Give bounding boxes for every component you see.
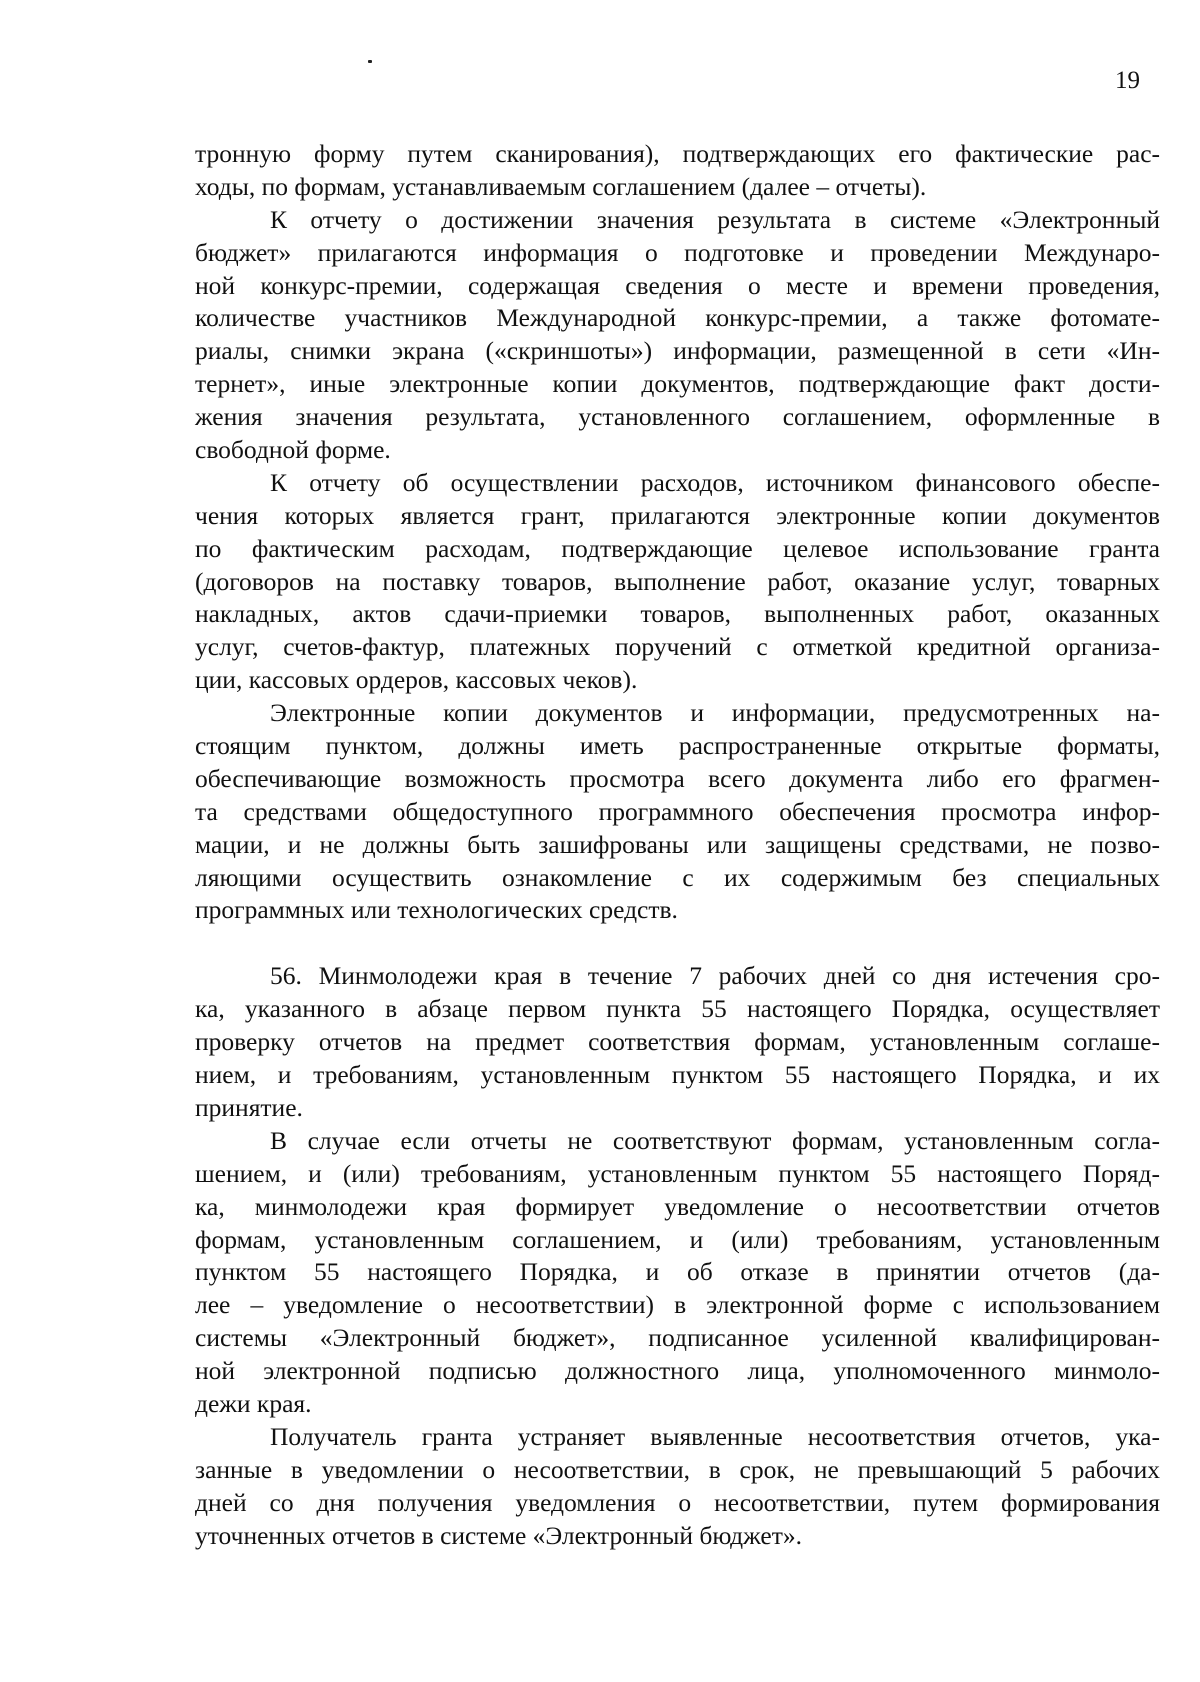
text-line: стоящим пунктом, должны иметь распространенные открытые форматы, — [195, 731, 1160, 761]
page-number: 19 — [1115, 67, 1140, 94]
text-line: К отчету о достижении значения результата в системе «Электронный — [270, 204, 1160, 234]
text-line: по фактическим расходам, подтверждающие целевое использование гранта — [195, 533, 1160, 563]
text-line: количестве участников Международной конкурс-премии, а также фотомате- — [195, 303, 1160, 333]
text-line: риалы, снимки экрана («скриншоты») информации, размещенной в сети «Ин- — [195, 336, 1160, 366]
text-line: К отчету об осуществлении расходов, источником финансового обеспе- — [270, 467, 1160, 497]
text-line: тернет», иные электронные копии документов, подтверждающие факт дости- — [195, 369, 1160, 399]
text-line: та средствами общедоступного программного обеспечения просмотра инфор- — [195, 796, 1160, 826]
text-line: дежи края. — [195, 1388, 312, 1418]
text-line: ходы, по формам, устанавливаемым соглашением (далее – отчеты). — [195, 171, 927, 201]
text-line: Получатель гранта устраняет выявленные несоответствия отчетов, ука- — [270, 1421, 1160, 1451]
text-line: программных или технологических средств. — [195, 895, 678, 925]
text-line: нием, и требованиям, установленным пунктом 55 настоящего Порядка, и их — [195, 1060, 1160, 1090]
text-line: обеспечивающие возможность просмотра всего документа либо его фрагмен- — [195, 763, 1160, 793]
paragraph — [195, 138, 1160, 204]
text-line: ка, указанного в абзаце первом пункта 55 настоящего Порядка, осуществляет — [195, 994, 1160, 1024]
text-line: дней со дня получения уведомления о несоответствии, путем формирования — [195, 1487, 1160, 1517]
text-line: 56. Минмолодежи края в течение 7 рабочих дней со дня истечения сро- — [270, 961, 1160, 991]
text-line: ляющими осуществить ознакомление с их содержимым без специальных — [195, 862, 1160, 892]
text-line: системы «Электронный бюджет», подписанное усиленной квалифицирован- — [195, 1323, 1160, 1353]
text-line: тронную форму путем сканирования), подтверждающих его фактические рас- — [195, 139, 1160, 168]
paragraph — [195, 1125, 1160, 1421]
text-line: свободной форме. — [195, 435, 391, 465]
text-line: В случае если отчеты не соответствуют формам, установленным согла- — [270, 1125, 1160, 1155]
text-line: бюджет» прилагаются информация о подготовке и проведении Междунаро- — [195, 237, 1160, 267]
text-line: уточненных отчетов в системе «Электронный бюджет». — [195, 1520, 802, 1550]
document-body — [195, 138, 1160, 1552]
paragraph — [195, 697, 1160, 927]
text-line: ной конкурс-премии, содержащая сведения о месте и времени проведения, — [195, 270, 1160, 300]
text-line: ции, кассовых ордеров, кассовых чеков). — [195, 665, 638, 695]
text-line: лее – уведомление о несоответствии) в электронной форме с использованием — [195, 1290, 1160, 1320]
text-line: накладных, актов сдачи-приемки товаров, выполненных работ, оказанных — [195, 599, 1160, 629]
text-line: формам, установленным соглашением, и (или) требованиям, установленным — [195, 1224, 1160, 1254]
text-line: Электронные копии документов и информации, предусмотренных на- — [270, 698, 1160, 728]
paragraph — [195, 960, 1160, 1124]
paragraph — [195, 467, 1160, 697]
text-line: чения которых является грант, прилагаются электронные копии документов — [195, 500, 1160, 530]
text-line: (договоров на поставку товаров, выполнение работ, оказание услуг, товарных — [195, 566, 1160, 596]
paragraph — [195, 1421, 1160, 1553]
text-line: пунктом 55 настоящего Порядка, и об отказе в принятии отчетов (да- — [195, 1257, 1160, 1287]
text-line: ной электронной подписью должностного лица, уполномоченного минмоло- — [195, 1356, 1160, 1386]
text-line: шением, и (или) требованиям, установленным пунктом 55 настоящего Поряд- — [195, 1158, 1160, 1188]
paragraph — [195, 204, 1160, 467]
text-line: услуг, счетов-фактур, платежных поручений с отметкой кредитной организа- — [195, 632, 1160, 662]
text-line: мации, и не должны быть зашифрованы или защищены средствами, не позво- — [195, 829, 1160, 859]
scan-speck — [368, 60, 372, 63]
text-line: занные в уведомлении о несоответствии, в срок, не превышающий 5 рабочих — [195, 1454, 1160, 1484]
text-line: проверку отчетов на предмет соответствия формам, установленным соглаше- — [195, 1027, 1160, 1057]
text-line: жения значения результата, установленного соглашением, оформленные в — [195, 402, 1160, 432]
text-line: принятие. — [195, 1092, 303, 1122]
text-line: ка, минмолодежи края формирует уведомление о несоответствии отчетов — [195, 1191, 1160, 1221]
